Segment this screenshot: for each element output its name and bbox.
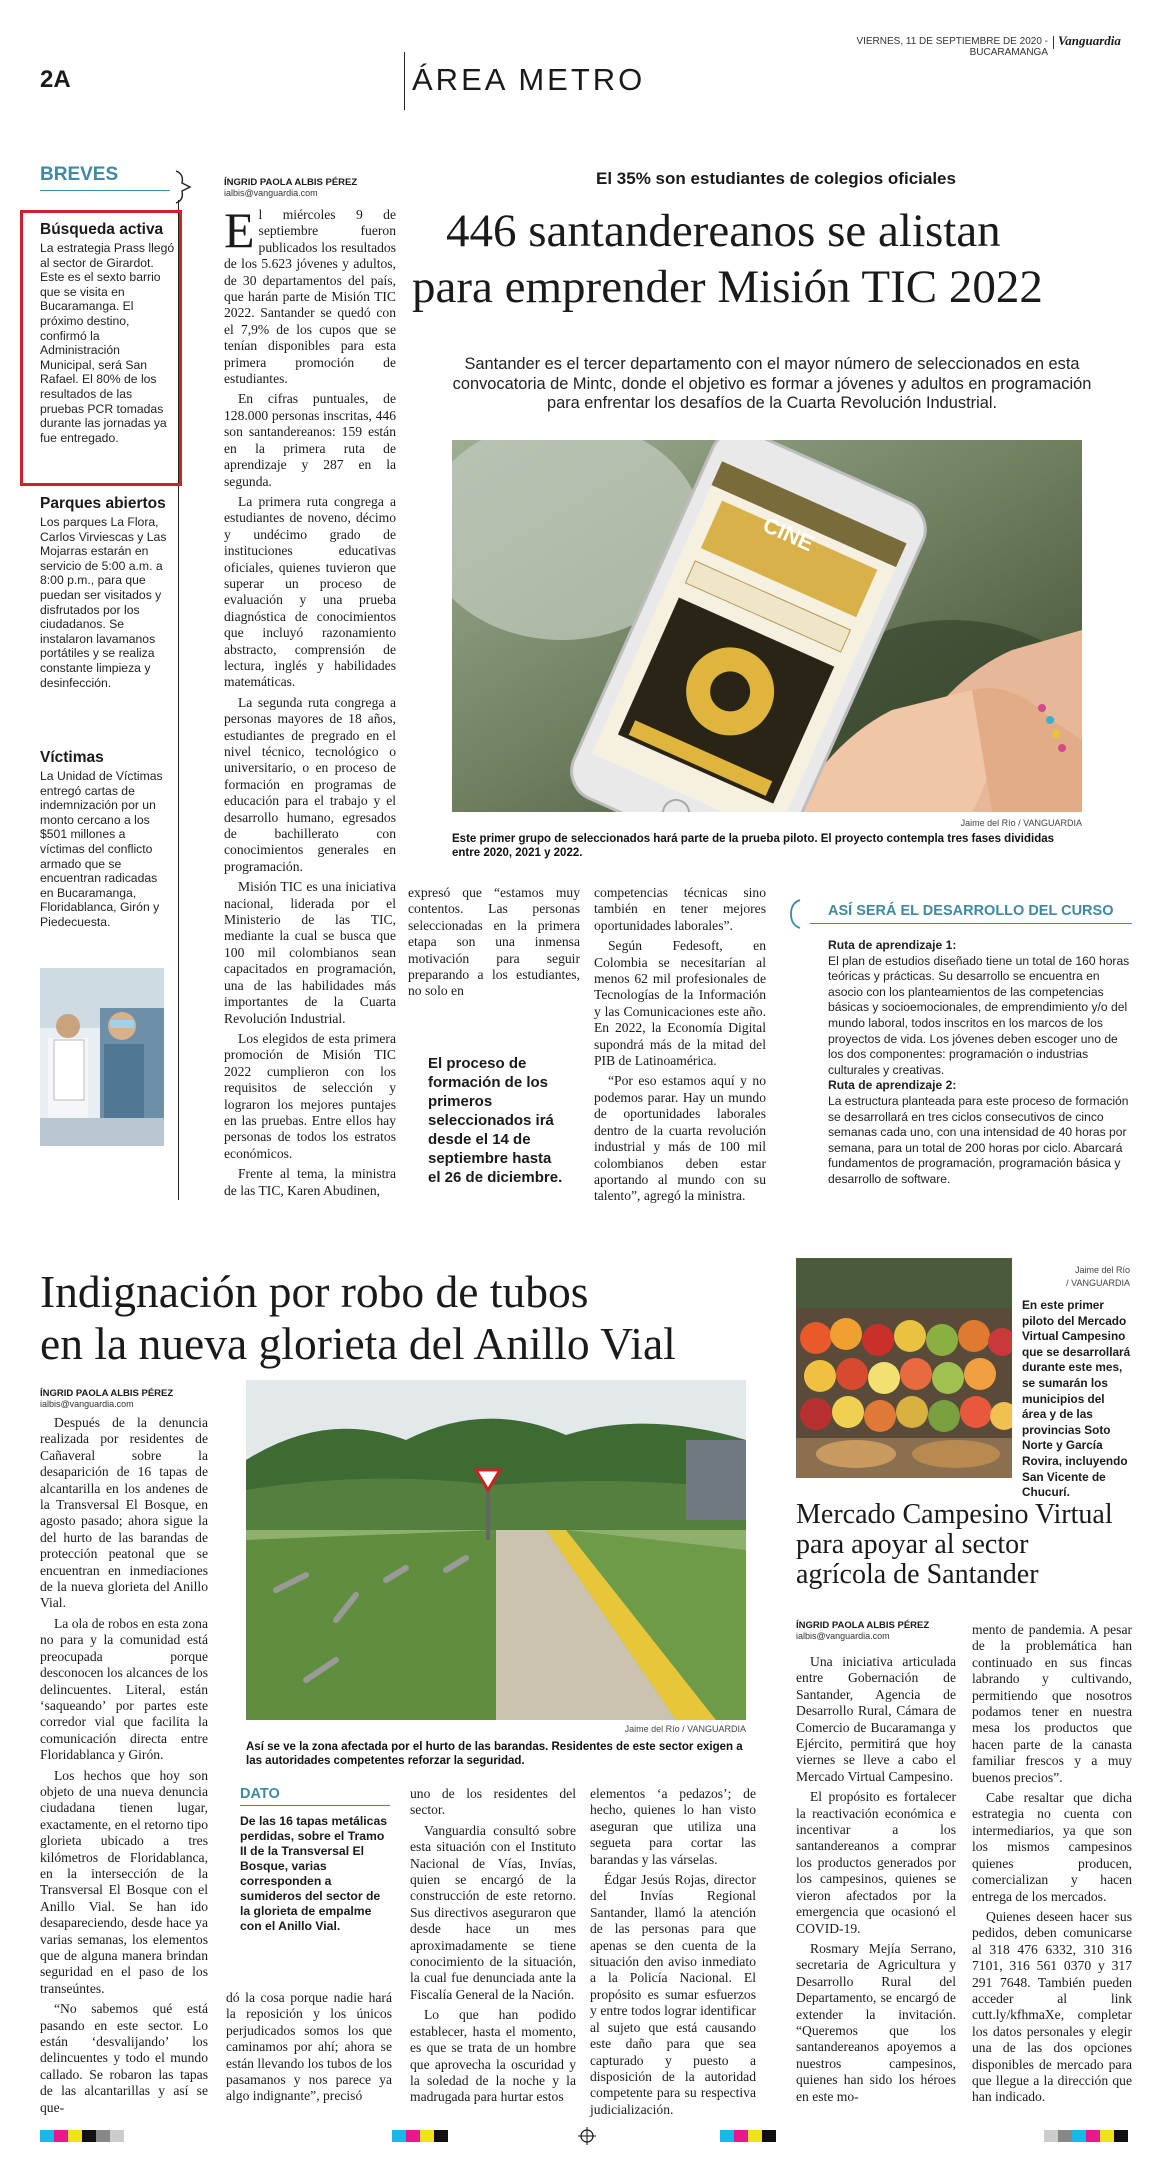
sidebar-heading: ASÍ SERÁ EL DESARROLLO DEL CURSO — [828, 903, 1114, 919]
registration-bar-left — [40, 2130, 124, 2142]
sidebar-heading-rule — [810, 923, 1132, 924]
paragraph: Una iniciativa articulada entre Gobernación de Santander, Agencia de Desarrollo Rural, Cámara de Comercio de Bucaramanga y Ejército, permitirá que hoy viernes se lleve a cabo el Mercado Virtual Campesino. — [796, 1654, 956, 1784]
paragraph: Los hechos que hoy son objeto de una nueva denuncia ciudadana tienen lugar, exactamente, en el retorno tipo glorieta ubicado a tres kilómetros de Floridablanca, en la intersección de la Transversal El Bosque con el Anillo Vial. Se han ido desapareciendo, desde hace ya varias semanas, los elementos que de alguna manera brindan seguridad en el paso de los transeúntes. — [40, 1767, 208, 1996]
article1-headline — [412, 203, 1132, 315]
author-name: ÍNGRID PAOLA ALBIS PÉREZ — [796, 1620, 930, 1631]
brand-logo: Vanguardia — [1058, 33, 1121, 48]
credit-line: Jaime del Río — [1074, 1265, 1130, 1275]
article1-column-3 — [594, 885, 766, 1205]
paragraph: La segunda ruta congrega a personas mayores de 18 años, estudiantes de pregrado en el nivel técnico, tecnológico o universitario, o en proceso de formación en programas de educación para el trabajo y el desarrollo humano, egresados de bachillerato con conocimientos generales en programación. — [224, 694, 396, 874]
paragraph: Según Fedesoft, en Colombia se necesitarían al menos 62 mil profesionales de Tecnologías de la Información y las Comunicaciones este año. En 2022, la Economía Digital supondrá más de la mitad del PIB de Latinoamérica. — [594, 938, 766, 1069]
paragraph: La primera ruta congrega a estudiantes de noveno, décimo y undécimo grado de instituciones educativas oficiales, quienes tuvieron que superar un proceso de evaluación y una prueba diagnóstica de conocimientos que incluyó razonamiento abstracto, comprensión de lectura, inglés y habilidades matemáticas. — [224, 493, 396, 690]
article2-column-4 — [590, 1786, 756, 2118]
paragraph: Rosmary Mejía Serrano, secretaria de Agricultura y Desarrollo Rural del Departamento, se encargó de extender la invitación. “Queremos que los santandereanos apoyemos a nuestros campesinos, quienes han sido los héroes en este mo- — [796, 1940, 956, 2104]
paragraph: “Por eso estamos aquí y no podemos parar. Hay un mundo de oportunidades laborales dentro de la cuarta revolución industrial y más de 100 mil colombianos deben estar aportando al mundo con su talento”, agregó la ministra. — [594, 1073, 766, 1204]
paragraph: uno de los residentes del sector. — [410, 1786, 576, 1818]
paragraph: El propósito es fortalecer la reactivación económica e incentivar a los santandereanos a comprar los productos generados por los campesinos, quienes se vieron afectados por la emergencia que ocasionó el COVID-19. — [796, 1789, 956, 1936]
registration-bar-right — [1044, 2130, 1128, 2142]
article1-column-2 — [408, 885, 580, 1000]
paragraph: En cifras puntuales, de 128.000 personas inscritas, 446 son santandereanos: 159 están en la primera ruta de aprendizaje y 287 en la segunda. — [224, 391, 396, 489]
article3-photo-credit — [1020, 1264, 1130, 1290]
paragraph: dó la cosa porque nadie hará la reposición y los únicos perjudicados somos los que caminamos por ahí; ahora se están llevando los tubos de los pasamanos y nos parece ya algo indignante”, precisó — [226, 1990, 392, 2104]
author-email: ialbis@vanguardia.com — [224, 188, 318, 198]
dato-heading: DATO — [240, 1786, 280, 1802]
drop-cap: E — [224, 202, 255, 258]
paragraph: Después de la denuncia realizada por residentes de Cañaveral sobre la desaparición de 16 tapas de alcantarilla en los andenes de la Transversal El Bosque, en agosto pasado; ahora sigue la del hurto de las barandas de protección peatonal que se encuentran en inmediaciones de la nueva glorieta del Anillo Vial. — [40, 1415, 208, 1611]
paragraph: mento de pandemia. A pesar de la problemática han continuado en sus fincas labrando y cultivando, permitiendo que nosotros podamos tener en nuestra mesa los productos que hacen parte de la canasta familiar frescos y a muy buenos precios”. — [972, 1622, 1132, 1785]
article1-photo-phone — [452, 440, 1082, 812]
brief-title: Parques abiertos — [40, 495, 166, 512]
registration-bar-mid-right — [720, 2130, 776, 2142]
paragraph: competencias técnicas sino también en tener mejores oportunidades laborales”. — [594, 885, 766, 933]
credit-line: / VANGUARDIA — [1066, 1278, 1130, 1288]
headline-line: para apoyar al sector — [796, 1529, 1029, 1560]
author-email: ialbis@vanguardia.com — [796, 1631, 890, 1641]
sidebar-body — [828, 938, 1130, 1188]
dateline: VIERNES, 11 DE SEPTIEMBRE DE 2020 - BUCARAMANGA — [856, 36, 1048, 58]
article3-caption: En este primer piloto del Mercado Virtual Campesino que se desarrollará durante este mes, se sumarán los municipios del área y de las provincias Soto Norte y García Rovira, incluyendo San Vicente de Chucurí. — [1022, 1298, 1131, 1500]
article3-byline — [796, 1620, 929, 1642]
article1-column-1 — [224, 202, 396, 1199]
route2-title: Ruta de aprendizaje 2: — [828, 1078, 957, 1093]
brief-text: La estrategia Prass llegó al sector de Girardot. Este es el sexto barrio que se visita en Bucaramanga. El próximo destino, confirmó la Administración Municipal, será San Rafael. El 80% de los resultados de las pruebas PCR tomadas durante las jornadas ya fue entregado. — [40, 241, 175, 445]
route2-text: La estructura planteada para este proceso de formación se desarrollará en tres ciclos consecutivos de cinco semanas cada uno, con una intensidad de 40 horas por semana, para un total de 200 horas por ciclo. Abarcará fundamentos de programación, programación básica y desarrollo de software. — [828, 1093, 1129, 1186]
article1-kicker: El 35% son estudiantes de colegios oficiales — [596, 169, 956, 188]
brief-victimas — [40, 750, 168, 930]
registration-bar-mid-left — [392, 2130, 448, 2142]
briefs-heading: BREVES — [40, 164, 119, 185]
article1-dek: Santander es el tercer departamento con el mayor número de seleccionados en esta convocatoria de Mintc, donde el objetivo es formar a jóvenes y adultos en programación para enfrentar los desafíos de la Cuarta Revolución Industrial. — [452, 355, 1092, 412]
brief-text: La Unidad de Víctimas entregó cartas de indemnización por un monto cercano a los $501 millones a víctimas del conflicto armado que se encuentran radicadas en Bucaramanga, Floridablanca, Girón y Piedecuesta. — [40, 769, 163, 929]
headline-line: para emprender Misión TIC 2022 — [412, 261, 1043, 313]
article1-caption: Este primer grupo de seleccionados hará parte de la prueba piloto. El proyecto contempla tres fases divididas entre 2020, 2021 y 2022. — [452, 833, 1055, 859]
registration-target-icon — [578, 2127, 596, 2145]
route1-text: El plan de estudios diseñado tiene un total de 160 horas teóricas y prácticas. Su desarrollo se encuentra en asocio con los planteamientos de las competencias básicas y socioemocionales, de emprendimiento y/o del mundo laboral, todos inscritos en los marcos de los proyectos de vida. Los jóvenes deben escoger uno de los dos componentes: programación o industrias culturales y creativas. — [828, 953, 1130, 1077]
article1-photo-credit: Jaime del Río / VANGUARDIA — [960, 818, 1082, 828]
phone-app-title: CINE — [759, 511, 818, 557]
author-name: ÍNGRID PAOLA ALBIS PÉREZ — [224, 177, 358, 188]
article1-byline — [224, 177, 357, 199]
paragraph: Frente al tema, la ministra de las TIC, Karen Abudinen, — [224, 1166, 396, 1198]
author-name: ÍNGRID PAOLA ALBIS PÉREZ — [40, 1388, 174, 1399]
briefs-heading-rule — [40, 190, 170, 191]
paragraph — [224, 202, 396, 387]
article2-column-2b — [226, 1990, 392, 2105]
sidebar-bracket-icon — [788, 899, 802, 929]
brief-title: Víctimas — [40, 749, 104, 766]
brace-icon — [172, 170, 194, 204]
article2-headline — [40, 1266, 780, 1370]
article3-headline — [796, 1500, 1132, 1590]
paragraph: expresó que “estamos muy contentos. Las personas seleccionadas en la primera etapa son una inmensa motivación para seguir preparando a los estudiantes, no solo en — [408, 885, 580, 999]
paragraph: elementos ‘a pedazos’; de hecho, quienes lo han visto aseguran que utiliza una segueta para cortar las barandas y las várselas. — [590, 1786, 756, 1867]
article2-caption: Así se ve la zona afectada por el hurto de las barandas. Residentes de este sector exigen a las autoridades competentes reforzar la seguridad. — [246, 1741, 743, 1767]
article1-pull-quote: El proceso de formación de los primeros seleccionados irá desde el 14 de septiembre hasta el 26 de diciembre. — [428, 1055, 563, 1186]
headline-line: Indignación por robo de tubos — [40, 1266, 589, 1317]
brief-parques-abiertos — [40, 496, 168, 690]
paragraph: Lo que han podido establecer, hasta el momento, es que se trata de un hombre que aprovecha la oscuridad y la soledad de la noche y la madrugada para hurtar estos — [410, 2007, 576, 2105]
headline-line: agrícola de Santander — [796, 1559, 1039, 1590]
article3-column-1 — [796, 1654, 956, 2105]
paragraph: Édgar Jesús Rojas, director del Invías Regional Santander, llamó la atención de las personas para que apenas se den cuenta de la situación den aviso inmediato a la Policía Nacional. El propósito es sumar esfuerzos y entre todos lograr identificar al sujeto que está causando este daño para que sea capturado y puesto a disposición de la autoridad competente para su respectiva judicialización. — [590, 1872, 756, 2117]
dato-text: De las 16 tapas metálicas perdidas, sobre el Tramo II de la Transversal El Bosque, varias corresponden a sumideros del sector de la glorieta de empalme con el Anillo Vial. — [240, 1814, 388, 1933]
brief-photo — [40, 968, 164, 1146]
dato-heading-rule — [240, 1805, 390, 1806]
brief-busqueda-activa — [40, 222, 176, 445]
section-title: ÁREA METRO — [412, 62, 646, 97]
article2-column-1 — [40, 1415, 208, 2116]
paragraph: Cabe resaltar que dicha estrategia no cuenta con intermediarios, ya que son los mismos campesinos quienes producen, comercializan y hacen entrega de los mercados. — [972, 1790, 1132, 1904]
article2-photo-road — [246, 1380, 746, 1720]
paragraph: “No sabemos qué está pasando en este sector. Lo están ‘desvalijando’ los delincuentes y todo el mundo callado. Se robaron las tapas de las alcantarillas y así se que- — [40, 2001, 208, 2115]
paragraph: Quienes deseen hacer sus pedidos, deben comunicarse al 318 476 6332, 310 316 7101, 316 561 0370 y 317 291 7648. También pueden acceder al link cutt.ly/kfhmaXe, completar los datos personales y elegir una de las dos opciones disponibles de mercado para que llegue a la dirección que han indicado. — [972, 1908, 1132, 2105]
paragraph-text: l miércoles 9 de septiembre fueron publicados los resultados de los 5.623 jóvenes y adultos, de 30 departamentos del país, que harán parte de Misión TIC 2022. Santander se quedó con el 7,9% de los cupos que se tenían disponibles para esta primera promoción de estudiantes. — [224, 207, 396, 387]
section-divider — [404, 52, 405, 110]
page-number: 2A — [40, 66, 71, 93]
headline-line: Mercado Campesino Virtual — [796, 1499, 1113, 1530]
dateline-divider — [1053, 36, 1054, 49]
article2-photo-credit: Jaime del Río / VANGUARDIA — [624, 1724, 746, 1734]
route1-title: Ruta de aprendizaje 1: — [828, 938, 957, 952]
paragraph: Los elegidos de esta primera promoción de Misión TIC 2022 cumplieron con los requisitos de selección y lograron los mejores puntajes en las pruebas. Entre ellos hay personas de todos los estratos económicos. — [224, 1030, 396, 1161]
author-email: ialbis@vanguardia.com — [40, 1399, 134, 1409]
headline-line: en la nueva glorieta del Anillo Vial — [40, 1318, 676, 1369]
article2-byline — [40, 1388, 173, 1410]
paragraph: La ola de robos en esta zona no para y la comunidad está preocupada porque desconocen los alcances de los delincuentes. Literal, están ‘saqueando’ por partes este corredor vial que facilita la comunicación directa entre Floridablanca y Girón. — [40, 1615, 208, 1763]
brief-text: Los parques La Flora, Carlos Virviescas y Las Mojarras estarán en servicio de 5:00 a.m. a 8:00 p.m., para que puedan ser visitados y disfrutados por los ciudadanos. Se instalaron lavamanos portátiles y se realiza constante limpieza y desinfección. — [40, 515, 167, 690]
paragraph: Vanguardia consultó sobre esta situación con el Instituto Nacional de Vías, Invías, quien se encargó de la construcción de este retorno. Sus directivos aseguraron que desde hace un mes aproximadamente se tiene conocimiento de la situación, la cual fue denunciada ante la Fiscalía General de la Nación. — [410, 1822, 576, 2002]
brief-title: Búsqueda activa — [40, 221, 164, 238]
paragraph: Misión TIC es una iniciativa nacional, liderada por el Ministerio de las TIC, mediante la cual se busca que 100 mil colombianos sean capacitados en programación, una de las habilidades más importantes de la Cuarta Revolución Industrial. — [224, 879, 396, 1026]
article2-column-3 — [410, 1786, 576, 2106]
article3-column-2 — [972, 1622, 1132, 2106]
headline-line: 446 santandereanos se alistan — [446, 205, 1001, 257]
article3-photo-market — [796, 1258, 1012, 1478]
